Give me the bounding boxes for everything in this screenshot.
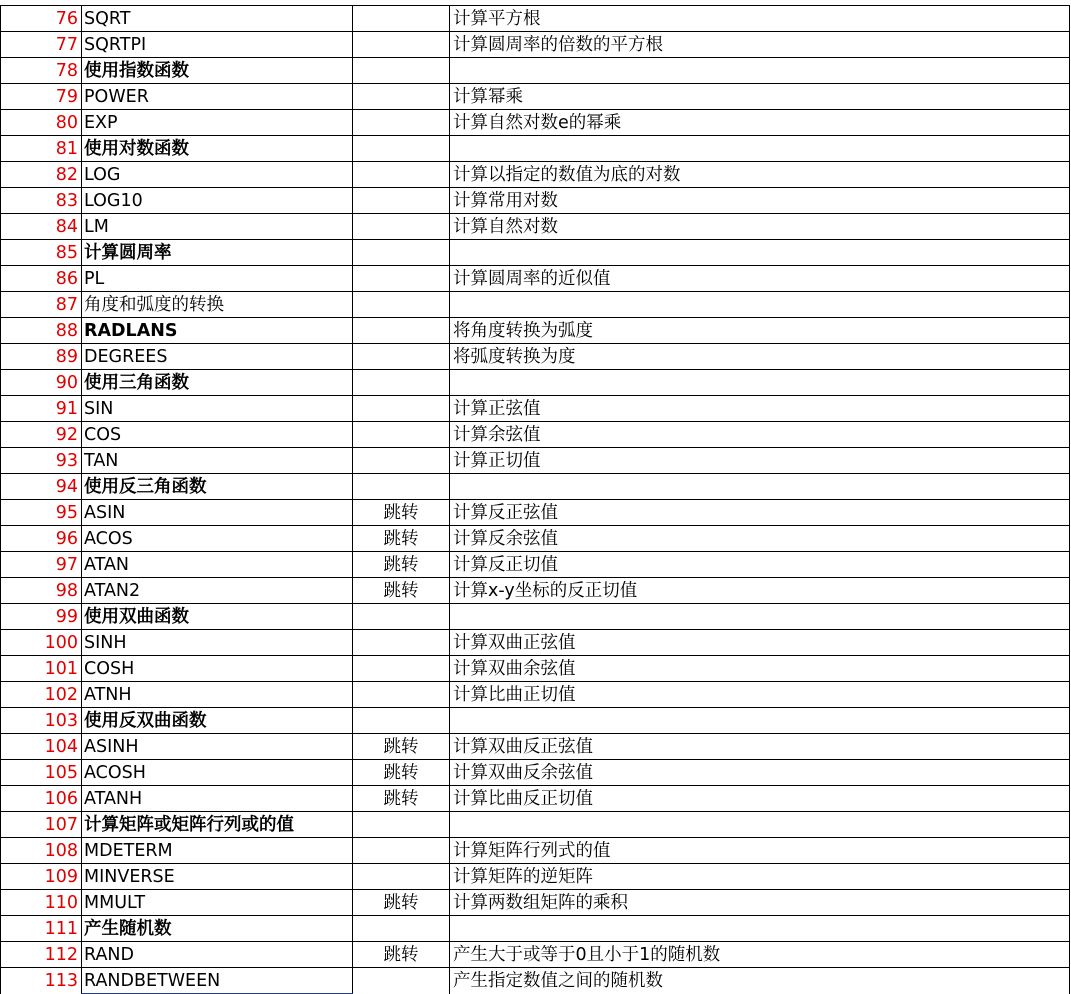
function-name-cell[interactable]: ASINH	[82, 734, 353, 760]
function-name-cell[interactable]: PL	[82, 266, 353, 292]
jump-link-cell[interactable]	[353, 682, 450, 708]
jump-link-cell[interactable]	[353, 396, 450, 422]
function-table	[0, 5, 1070, 994]
jump-link-cell[interactable]: 跳转	[353, 942, 450, 968]
description-cell[interactable]: 计算比曲正切值	[450, 682, 1070, 708]
row-number-cell[interactable]: 78	[1, 58, 82, 84]
function-name-cell[interactable]: MINVERSE	[82, 864, 353, 890]
description-cell[interactable]: 计算双曲反正弦值	[450, 734, 1070, 760]
function-name-cell[interactable]: SIN	[82, 396, 353, 422]
table-row	[1, 84, 1070, 110]
table-row	[1, 292, 1070, 318]
row-number-cell[interactable]: 94	[1, 474, 82, 500]
description-cell[interactable]	[450, 136, 1070, 162]
row-number-cell[interactable]: 98	[1, 578, 82, 604]
table-row	[1, 916, 1070, 942]
description-cell[interactable]: 计算反正切值	[450, 552, 1070, 578]
row-number-cell[interactable]: 88	[1, 318, 82, 344]
description-cell[interactable]: 计算两数组矩阵的乘积	[450, 890, 1070, 916]
jump-link-cell[interactable]	[353, 344, 450, 370]
table-row	[1, 604, 1070, 630]
jump-link-cell[interactable]	[353, 864, 450, 890]
description-cell[interactable]: 产生指定数值之间的随机数	[450, 968, 1070, 994]
table-row	[1, 656, 1070, 682]
description-cell[interactable]: 计算双曲反余弦值	[450, 760, 1070, 786]
table-row	[1, 968, 1070, 994]
row-number-cell[interactable]: 102	[1, 682, 82, 708]
table-row	[1, 786, 1070, 812]
row-number-cell[interactable]: 103	[1, 708, 82, 734]
jump-link-cell[interactable]	[353, 240, 450, 266]
function-name-cell[interactable]: 角度和弧度的转换	[82, 292, 353, 318]
jump-link-cell[interactable]	[353, 968, 450, 994]
function-name-cell[interactable]: EXP	[82, 110, 353, 136]
row-number-cell[interactable]: 104	[1, 734, 82, 760]
description-cell[interactable]: 将角度转换为弧度	[450, 318, 1070, 344]
description-cell[interactable]: 产生大于或等于0且小于1的随机数	[450, 942, 1070, 968]
description-cell[interactable]: 计算自然对数	[450, 214, 1070, 240]
table-row	[1, 188, 1070, 214]
table-row	[1, 630, 1070, 656]
description-cell[interactable]: 计算余弦值	[450, 422, 1070, 448]
function-name-cell[interactable]: 产生随机数	[82, 916, 353, 942]
row-number-cell[interactable]: 105	[1, 760, 82, 786]
jump-link-cell[interactable]	[353, 58, 450, 84]
function-name-cell[interactable]: MDETERM	[82, 838, 353, 864]
row-number-cell[interactable]: 96	[1, 526, 82, 552]
description-cell[interactable]: 计算比曲反正切值	[450, 786, 1070, 812]
jump-link-cell[interactable]	[353, 318, 450, 344]
description-cell[interactable]: 计算幂乘	[450, 84, 1070, 110]
function-name-cell[interactable]: LOG	[82, 162, 353, 188]
description-cell[interactable]	[450, 240, 1070, 266]
table-row	[1, 214, 1070, 240]
description-cell[interactable]: 计算矩阵行列式的值	[450, 838, 1070, 864]
description-cell[interactable]	[450, 708, 1070, 734]
table-row	[1, 396, 1070, 422]
function-name-cell[interactable]: LM	[82, 214, 353, 240]
function-name-cell[interactable]: RAND	[82, 942, 353, 968]
function-name-cell[interactable]: ATAN	[82, 552, 353, 578]
description-cell[interactable]: 计算矩阵的逆矩阵	[450, 864, 1070, 890]
function-name-cell[interactable]: 使用三角函数	[82, 370, 353, 396]
description-cell[interactable]: 计算双曲正弦值	[450, 630, 1070, 656]
description-cell[interactable]	[450, 292, 1070, 318]
function-name-cell[interactable]: COSH	[82, 656, 353, 682]
table-row	[1, 6, 1070, 32]
description-cell[interactable]	[450, 474, 1070, 500]
function-name-cell[interactable]: 计算圆周率	[82, 240, 353, 266]
jump-link-cell[interactable]: 跳转	[353, 578, 450, 604]
description-cell[interactable]: 计算双曲余弦值	[450, 656, 1070, 682]
function-name-cell[interactable]: RADLANS	[82, 318, 353, 344]
function-name-cell[interactable]: ACOSH	[82, 760, 353, 786]
jump-link-cell[interactable]	[353, 136, 450, 162]
table-row	[1, 344, 1070, 370]
table-row	[1, 266, 1070, 292]
row-number-cell[interactable]: 83	[1, 188, 82, 214]
row-number-cell[interactable]: 76	[1, 6, 82, 32]
table-row	[1, 890, 1070, 916]
jump-link-cell[interactable]: 跳转	[353, 552, 450, 578]
function-name-cell[interactable]: ASIN	[82, 500, 353, 526]
row-number-cell[interactable]: 95	[1, 500, 82, 526]
table-row	[1, 162, 1070, 188]
description-cell[interactable]	[450, 58, 1070, 84]
table-row	[1, 578, 1070, 604]
row-number-cell[interactable]: 109	[1, 864, 82, 890]
row-number-cell[interactable]: 85	[1, 240, 82, 266]
function-name-cell[interactable]: 使用双曲函数	[82, 604, 353, 630]
table-row	[1, 58, 1070, 84]
function-name-cell[interactable]: 计算矩阵或矩阵行列或的值	[82, 812, 353, 838]
function-name-cell[interactable]: SQRTPI	[82, 32, 353, 58]
row-number-cell[interactable]: 81	[1, 136, 82, 162]
jump-link-cell[interactable]	[353, 656, 450, 682]
table-row	[1, 708, 1070, 734]
row-number-cell[interactable]: 87	[1, 292, 82, 318]
jump-link-cell[interactable]	[353, 214, 450, 240]
row-number-cell[interactable]: 89	[1, 344, 82, 370]
function-name-cell[interactable]: 使用反双曲函数	[82, 708, 353, 734]
jump-link-cell[interactable]	[353, 370, 450, 396]
row-number-cell[interactable]: 77	[1, 32, 82, 58]
table-row	[1, 240, 1070, 266]
jump-link-cell[interactable]	[353, 266, 450, 292]
description-cell[interactable]	[450, 604, 1070, 630]
table-row	[1, 422, 1070, 448]
row-number-cell[interactable]: 97	[1, 552, 82, 578]
jump-link-cell[interactable]	[353, 84, 450, 110]
description-cell[interactable]: 计算以指定的数值为底的对数	[450, 162, 1070, 188]
jump-link-cell[interactable]: 跳转	[353, 890, 450, 916]
row-number-cell[interactable]: 110	[1, 890, 82, 916]
function-name-cell[interactable]: MMULT	[82, 890, 353, 916]
function-name-cell[interactable]: SINH	[82, 630, 353, 656]
table-row	[1, 318, 1070, 344]
function-name-cell[interactable]: RANDBETWEEN	[82, 968, 353, 994]
description-cell[interactable]: 计算反正弦值	[450, 500, 1070, 526]
description-cell[interactable]	[450, 812, 1070, 838]
jump-link-cell[interactable]	[353, 110, 450, 136]
table-row	[1, 864, 1070, 890]
row-number-cell[interactable]: 100	[1, 630, 82, 656]
function-name-cell[interactable]: 使用指数函数	[82, 58, 353, 84]
jump-link-cell[interactable]	[353, 422, 450, 448]
jump-link-cell[interactable]	[353, 474, 450, 500]
function-name-cell[interactable]: ATNH	[82, 682, 353, 708]
function-name-cell[interactable]: SQRT	[82, 6, 353, 32]
description-cell[interactable]	[450, 370, 1070, 396]
jump-link-cell[interactable]: 跳转	[353, 760, 450, 786]
jump-link-cell[interactable]	[353, 448, 450, 474]
table-row	[1, 474, 1070, 500]
function-name-cell[interactable]: 使用对数函数	[82, 136, 353, 162]
row-number-cell[interactable]: 86	[1, 266, 82, 292]
function-name-cell[interactable]: ATAN2	[82, 578, 353, 604]
jump-link-cell[interactable]: 跳转	[353, 526, 450, 552]
row-number-cell[interactable]: 92	[1, 422, 82, 448]
jump-link-cell[interactable]: 跳转	[353, 734, 450, 760]
jump-link-cell[interactable]	[353, 162, 450, 188]
function-name-cell[interactable]: DEGREES	[82, 344, 353, 370]
jump-link-cell[interactable]	[353, 812, 450, 838]
table-row	[1, 136, 1070, 162]
jump-link-cell[interactable]	[353, 916, 450, 942]
table-row	[1, 500, 1070, 526]
description-cell[interactable]: 计算正弦值	[450, 396, 1070, 422]
description-cell[interactable]: 计算常用对数	[450, 188, 1070, 214]
description-cell[interactable]: 计算x-y坐标的反正切值	[450, 578, 1070, 604]
function-name-cell[interactable]: ACOS	[82, 526, 353, 552]
description-cell[interactable]: 计算反余弦值	[450, 526, 1070, 552]
row-number-cell[interactable]: 91	[1, 396, 82, 422]
table-row	[1, 448, 1070, 474]
row-number-cell[interactable]: 112	[1, 942, 82, 968]
table-row	[1, 526, 1070, 552]
row-number-cell[interactable]: 113	[1, 968, 82, 994]
jump-link-cell[interactable]	[353, 292, 450, 318]
function-name-cell[interactable]: COS	[82, 422, 353, 448]
description-cell[interactable]: 将弧度转换为度	[450, 344, 1070, 370]
table-row	[1, 552, 1070, 578]
jump-link-cell[interactable]	[353, 838, 450, 864]
table-row	[1, 942, 1070, 968]
row-number-cell[interactable]: 82	[1, 162, 82, 188]
function-name-cell[interactable]: POWER	[82, 84, 353, 110]
description-cell[interactable]: 计算平方根	[450, 6, 1070, 32]
description-cell[interactable]: 计算自然对数e的幂乘	[450, 110, 1070, 136]
table-row	[1, 32, 1070, 58]
jump-link-cell[interactable]	[353, 32, 450, 58]
table-row	[1, 370, 1070, 396]
row-number-cell[interactable]: 90	[1, 370, 82, 396]
row-number-cell[interactable]: 106	[1, 786, 82, 812]
function-name-cell[interactable]: LOG10	[82, 188, 353, 214]
table-body	[1, 6, 1070, 994]
row-number-cell[interactable]: 79	[1, 84, 82, 110]
row-number-cell[interactable]: 108	[1, 838, 82, 864]
function-name-cell[interactable]: TAN	[82, 448, 353, 474]
function-name-cell[interactable]: ATANH	[82, 786, 353, 812]
jump-link-cell[interactable]: 跳转	[353, 500, 450, 526]
description-cell[interactable]: 计算圆周率的近似值	[450, 266, 1070, 292]
jump-link-cell[interactable]	[353, 604, 450, 630]
table-row	[1, 812, 1070, 838]
description-cell[interactable]: 计算正切值	[450, 448, 1070, 474]
jump-link-cell[interactable]	[353, 630, 450, 656]
table-row	[1, 734, 1070, 760]
description-cell[interactable]	[450, 916, 1070, 942]
row-number-cell[interactable]: 101	[1, 656, 82, 682]
jump-link-cell[interactable]	[353, 188, 450, 214]
table-row	[1, 682, 1070, 708]
table-row	[1, 760, 1070, 786]
row-number-cell[interactable]: 107	[1, 812, 82, 838]
table-row	[1, 110, 1070, 136]
jump-link-cell[interactable]: 跳转	[353, 786, 450, 812]
row-number-cell[interactable]: 93	[1, 448, 82, 474]
description-cell[interactable]: 计算圆周率的倍数的平方根	[450, 32, 1070, 58]
row-number-cell[interactable]: 84	[1, 214, 82, 240]
jump-link-cell[interactable]	[353, 708, 450, 734]
row-number-cell[interactable]: 80	[1, 110, 82, 136]
row-number-cell[interactable]: 99	[1, 604, 82, 630]
jump-link-cell[interactable]	[353, 6, 450, 32]
function-name-cell[interactable]: 使用反三角函数	[82, 474, 353, 500]
table-row	[1, 838, 1070, 864]
row-number-cell[interactable]: 111	[1, 916, 82, 942]
